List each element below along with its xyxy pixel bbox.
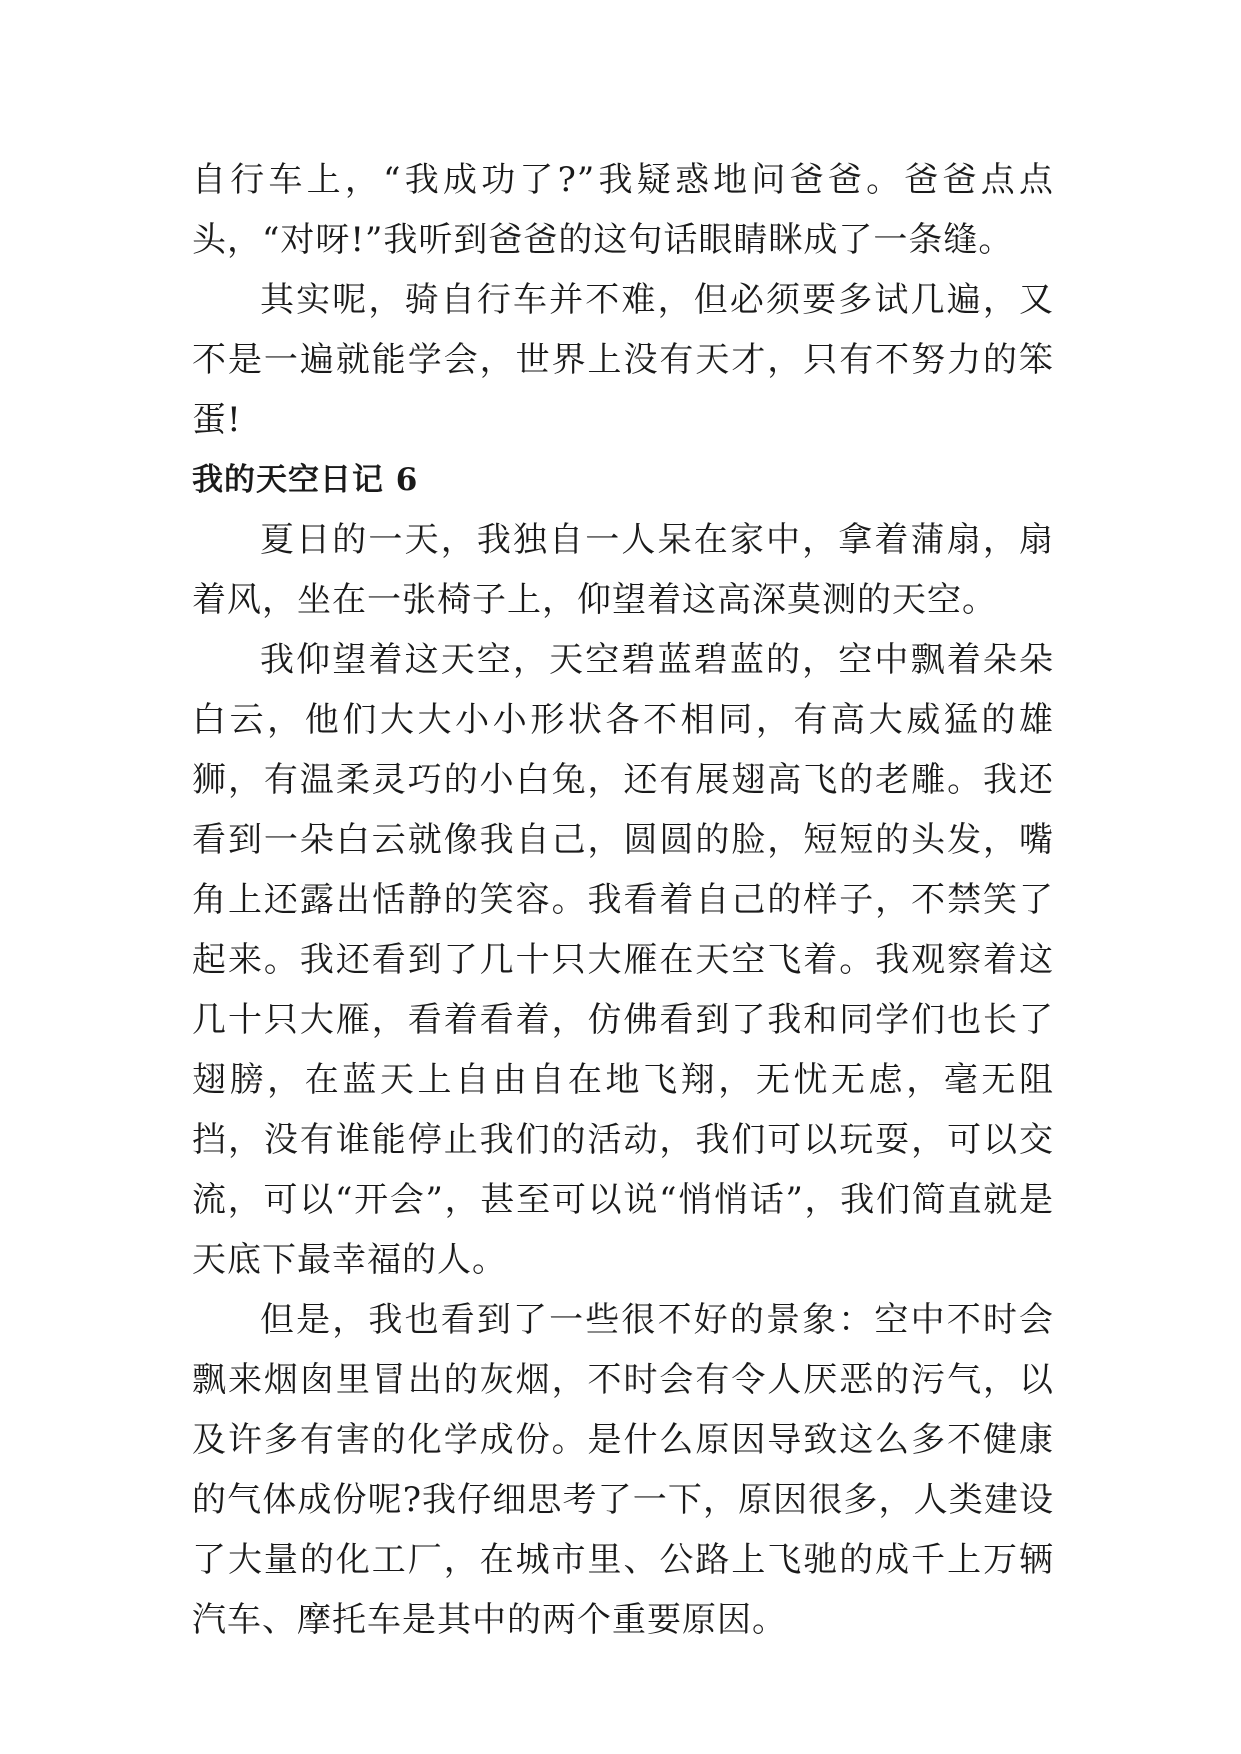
document-page [192, 150, 1054, 1650]
section-paragraph: 夏日的一天，我独自一人呆在家中，拿着蒲扇，扇着风，坐在一张椅子上，仰望着这高深莫测的天空。 [192, 520, 1054, 620]
section-paragraph: 我仰望着这天空，天空碧蓝碧蓝的，空中飘着朵朵白云，他们大大小小形状各不相同，有高大威猛的雄狮，有温柔灵巧的小白兔，还有展翅高飞的老雕。我还看到一朵白云就像我自己，圆圆的脸，短短的头发，嘴角上还露出恬静的笑容。我看着自己的样子，不禁笑了起来。我还看到了几十只大雁在天空飞着。我观察着这几十只大雁，看着看着，仿佛看到了我和同学们也长了翅膀，在蓝天上自由自在地飞翔，无忧无虑，毫无阻挡，没有谁能停止我们的活动，我们可以玩耍，可以交流，可以“开会”，甚至可以说“悄悄话”，我们简直就是天底下最幸福的人。 [192, 640, 1054, 1280]
conclusion-paragraph: 其实呢，骑自行车并不难，但必须要多试几遍，又不是一遍就能学会，世界上没有天才，只有不努力的笨蛋! [192, 280, 1054, 440]
section-title: 我的天空日记 6 [192, 462, 419, 498]
section-paragraph: 但是，我也看到了一些很不好的景象：空中不时会飘来烟囱里冒出的灰烟，不时会有令人厌恶的污气，以及许多有害的化学成份。是什么原因导致这么多不健康的气体成份呢?我仔细思考了一下，原因很多，人类建设了大量的化工厂，在城市里、公路上飞驰的成千上万辆汽车、摩托车是其中的两个重要原因。 [192, 1300, 1054, 1640]
continued-paragraph: 自行车上，“我成功了?”我疑惑地问爸爸。爸爸点点头，“对呀!”我听到爸爸的这句话眼睛眯成了一条缝。 [192, 160, 1054, 260]
